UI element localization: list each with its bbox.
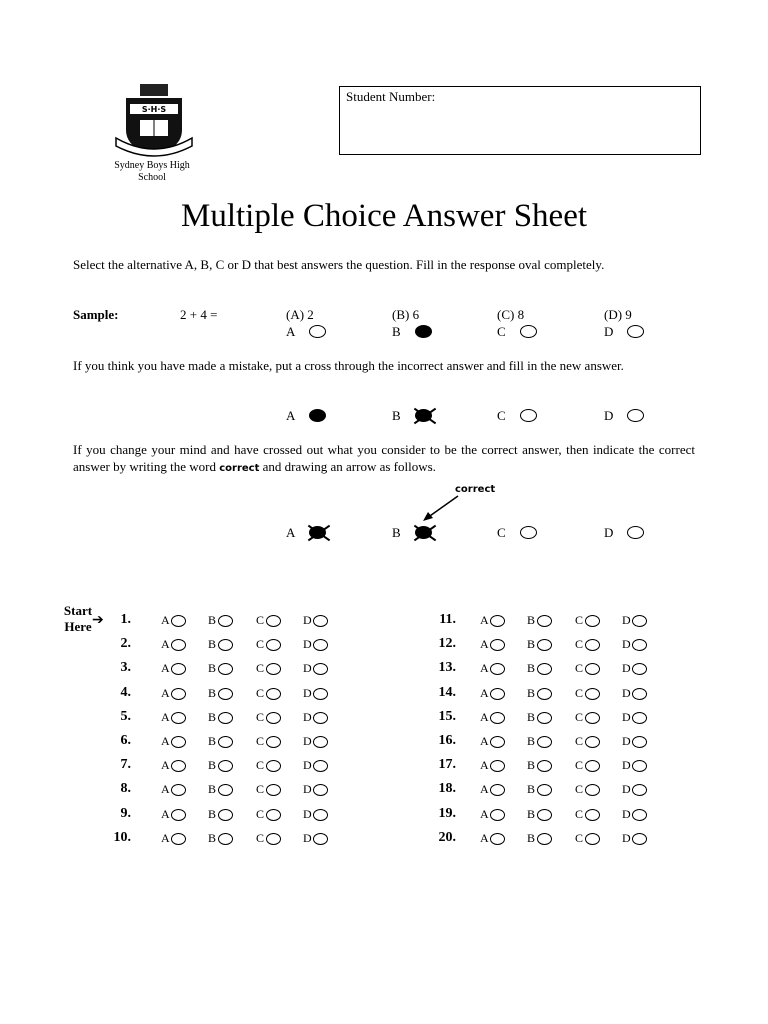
answer-option-oval[interactable] — [218, 809, 233, 821]
correct-option-letter: D — [604, 525, 614, 540]
answer-option-letter: A — [480, 758, 489, 772]
question-number: 5. — [120, 709, 131, 724]
question-number: 10. — [113, 830, 131, 845]
answer-option-oval[interactable] — [218, 784, 233, 796]
answer-option-letter: C — [575, 661, 584, 675]
answer-option-oval[interactable] — [313, 688, 328, 700]
answer-option-oval[interactable] — [632, 833, 647, 845]
answer-option-oval[interactable] — [632, 615, 647, 627]
correct-option-oval — [520, 526, 537, 539]
answer-option-oval[interactable] — [490, 809, 505, 821]
answer-option-oval[interactable] — [313, 833, 328, 845]
answer-option-oval[interactable] — [585, 615, 600, 627]
answer-option-oval[interactable] — [313, 736, 328, 748]
question-number: 7. — [120, 757, 131, 772]
answer-option-letter: C — [256, 637, 265, 651]
correct-arrow-icon — [418, 494, 468, 524]
answer-option-letter: C — [575, 782, 584, 796]
answer-option-letter: C — [575, 710, 584, 724]
question-number: 20. — [438, 830, 456, 845]
correct-option-oval — [627, 526, 644, 539]
sample-option-text: (C) 8 — [497, 307, 525, 322]
question-number: 14. — [438, 685, 456, 700]
answer-option-oval[interactable] — [266, 663, 281, 675]
answer-option-oval[interactable] — [171, 688, 186, 700]
answer-option-letter: B — [527, 782, 536, 796]
correct-option-letter: B — [392, 525, 401, 540]
answer-option-letter: A — [161, 782, 170, 796]
cross-mark-icon — [415, 409, 432, 422]
answer-option-oval[interactable] — [171, 639, 186, 651]
sample-option-letter: C — [497, 324, 506, 339]
sample-option-oval — [309, 325, 326, 338]
answer-option-letter: A — [161, 734, 170, 748]
cross-mark-icon — [309, 526, 326, 539]
answer-option-letter: D — [622, 758, 631, 772]
answer-option-letter: D — [622, 807, 631, 821]
question-number: 19. — [438, 806, 456, 821]
answer-option-oval[interactable] — [490, 639, 505, 651]
answer-option-oval[interactable] — [632, 663, 647, 675]
answer-option-letter: C — [256, 782, 265, 796]
answer-option-letter: D — [622, 686, 631, 700]
answer-option-oval[interactable] — [218, 688, 233, 700]
answer-option-oval[interactable] — [313, 712, 328, 724]
answer-option-oval[interactable] — [266, 760, 281, 772]
answer-option-oval[interactable] — [266, 833, 281, 845]
answer-option-oval[interactable] — [266, 736, 281, 748]
answer-option-oval[interactable] — [218, 736, 233, 748]
sample-option-oval — [520, 325, 537, 338]
change-instruction — [73, 441, 695, 477]
answer-option-oval[interactable] — [171, 615, 186, 627]
answer-option-letter: C — [575, 807, 584, 821]
page-title: Multiple Choice Answer Sheet — [180, 198, 588, 234]
answer-option-letter: D — [303, 686, 312, 700]
answer-option-letter: A — [161, 637, 170, 651]
answer-option-oval[interactable] — [313, 663, 328, 675]
sample-option-oval — [627, 325, 644, 338]
answer-option-oval[interactable] — [632, 736, 647, 748]
answer-option-letter: A — [161, 758, 170, 772]
answer-option-letter: B — [208, 613, 217, 627]
answer-option-oval[interactable] — [537, 663, 552, 675]
answer-option-letter: A — [480, 831, 489, 845]
answer-option-oval[interactable] — [585, 760, 600, 772]
answer-option-letter: C — [256, 661, 265, 675]
answer-option-oval[interactable] — [537, 784, 552, 796]
question-number: 18. — [438, 781, 456, 796]
answer-option-oval[interactable] — [490, 712, 505, 724]
answer-option-letter: B — [208, 710, 217, 724]
question-number: 8. — [120, 781, 131, 796]
answer-option-letter: D — [303, 613, 312, 627]
answer-option-oval[interactable] — [585, 663, 600, 675]
answer-option-oval[interactable] — [490, 736, 505, 748]
answer-option-letter: C — [256, 686, 265, 700]
answer-option-oval[interactable] — [266, 615, 281, 627]
answer-option-letter: B — [208, 686, 217, 700]
question-number: 11. — [439, 612, 456, 627]
answer-option-letter: D — [622, 710, 631, 724]
question-number: 6. — [120, 733, 131, 748]
answer-option-letter: A — [480, 782, 489, 796]
answer-option-letter: A — [480, 637, 489, 651]
answer-option-letter: A — [161, 613, 170, 627]
answer-option-letter: A — [480, 661, 489, 675]
select-instruction: Select the alternative A, B, C or D that best answers the question. Fill in the response oval completely. — [73, 257, 605, 272]
answer-option-letter: A — [161, 831, 170, 845]
answer-option-letter: D — [303, 831, 312, 845]
answer-option-letter: C — [256, 831, 265, 845]
answer-option-letter: D — [622, 661, 631, 675]
answer-option-letter: B — [527, 831, 536, 845]
answer-option-oval[interactable] — [266, 712, 281, 724]
answer-option-oval[interactable] — [632, 712, 647, 724]
mistake-option-oval — [627, 409, 644, 422]
answer-option-letter: A — [480, 734, 489, 748]
sample-option-letter: A — [286, 324, 296, 339]
answer-option-oval[interactable] — [313, 760, 328, 772]
answer-option-letter: D — [303, 807, 312, 821]
answer-option-letter: D — [303, 758, 312, 772]
sample-option-letter: D — [604, 324, 614, 339]
answer-option-oval[interactable] — [585, 712, 600, 724]
answer-option-oval[interactable] — [218, 663, 233, 675]
answer-option-oval[interactable] — [218, 712, 233, 724]
answer-option-letter: D — [303, 782, 312, 796]
sample-question: 2 + 4 = — [180, 307, 218, 322]
answer-option-letter: C — [575, 686, 584, 700]
answer-option-letter: C — [575, 613, 584, 627]
answer-option-letter: D — [622, 613, 631, 627]
question-number: 9. — [120, 806, 131, 821]
answer-option-oval[interactable] — [171, 663, 186, 675]
sample-option-text: (A) 2 — [286, 307, 314, 322]
answer-option-letter: C — [256, 758, 265, 772]
answer-option-letter: C — [256, 807, 265, 821]
answer-option-letter: B — [527, 613, 536, 627]
mistake-option-oval — [520, 409, 537, 422]
question-number: 1. — [120, 612, 131, 627]
answer-option-letter: C — [256, 710, 265, 724]
answer-option-letter: C — [575, 758, 584, 772]
answer-option-oval[interactable] — [313, 809, 328, 821]
answer-option-oval[interactable] — [490, 615, 505, 627]
answer-option-oval[interactable] — [218, 615, 233, 627]
answer-option-oval[interactable] — [171, 784, 186, 796]
answer-option-oval[interactable] — [537, 615, 552, 627]
answer-option-letter: B — [527, 758, 536, 772]
answer-option-letter: B — [208, 758, 217, 772]
answer-option-letter: A — [480, 686, 489, 700]
answer-option-oval[interactable] — [585, 833, 600, 845]
change-text-before: If you change your mind and have crossed out what you consider to be the correct answer, then indicate the correct answer by writing the word — [73, 442, 695, 474]
answer-option-letter: C — [575, 734, 584, 748]
answer-option-oval[interactable] — [537, 809, 552, 821]
answer-option-oval[interactable] — [266, 688, 281, 700]
answer-option-letter: C — [575, 831, 584, 845]
cross-mark-icon — [415, 526, 432, 539]
answer-option-letter: A — [161, 807, 170, 821]
question-number: 17. — [438, 757, 456, 772]
question-number: 2. — [120, 636, 131, 651]
sample-option-letter: B — [392, 324, 401, 339]
mistake-option-oval — [309, 409, 326, 422]
answer-option-oval[interactable] — [171, 712, 186, 724]
svg-text:S·H·S: S·H·S — [141, 105, 167, 114]
answer-option-letter: D — [303, 710, 312, 724]
answer-option-letter: C — [575, 637, 584, 651]
answer-option-oval[interactable] — [632, 784, 647, 796]
answer-option-letter: B — [208, 807, 217, 821]
mistake-option-letter: D — [604, 408, 614, 423]
question-number: 12. — [438, 636, 456, 651]
sample-label: Sample: — [73, 307, 119, 322]
answer-option-letter: A — [161, 661, 170, 675]
student-number-field[interactable] — [339, 86, 701, 155]
answer-option-oval[interactable] — [585, 688, 600, 700]
answer-option-oval[interactable] — [218, 760, 233, 772]
answer-option-oval[interactable] — [537, 833, 552, 845]
answer-option-letter: D — [303, 637, 312, 651]
answer-option-oval[interactable] — [313, 784, 328, 796]
mistake-option-letter: B — [392, 408, 401, 423]
answer-option-letter: B — [527, 661, 536, 675]
school-name: Sydney Boys High School — [114, 160, 190, 183]
answer-option-oval[interactable] — [171, 833, 186, 845]
answer-option-letter: B — [527, 637, 536, 651]
answer-option-letter: A — [161, 686, 170, 700]
mistake-instruction: If you think you have made a mistake, put a cross through the incorrect answer and fill in the new answer. — [73, 358, 624, 373]
answer-option-letter: D — [303, 661, 312, 675]
answer-option-oval[interactable] — [313, 615, 328, 627]
answer-option-letter: D — [622, 782, 631, 796]
answer-option-oval[interactable] — [171, 760, 186, 772]
answer-option-letter: B — [208, 782, 217, 796]
answer-option-letter: B — [527, 807, 536, 821]
correct-option-letter: A — [286, 525, 296, 540]
answer-option-oval[interactable] — [490, 688, 505, 700]
answer-option-oval[interactable] — [490, 663, 505, 675]
answer-option-oval[interactable] — [218, 639, 233, 651]
answer-option-letter: C — [256, 613, 265, 627]
answer-option-oval[interactable] — [632, 809, 647, 821]
start-here-word: Here — [64, 619, 92, 634]
answer-option-oval[interactable] — [537, 736, 552, 748]
answer-option-oval[interactable] — [537, 760, 552, 772]
mistake-option-letter: A — [286, 408, 296, 423]
answer-option-letter: A — [161, 710, 170, 724]
answer-option-oval[interactable] — [490, 760, 505, 772]
answer-option-letter: D — [303, 734, 312, 748]
answer-option-letter: B — [208, 637, 217, 651]
answer-option-letter: B — [208, 661, 217, 675]
answer-option-oval[interactable] — [585, 784, 600, 796]
start-arrow-icon: ➔ — [92, 613, 104, 628]
answer-option-letter: A — [480, 613, 489, 627]
question-number: 13. — [438, 660, 456, 675]
answer-option-letter: A — [480, 710, 489, 724]
answer-option-oval[interactable] — [537, 688, 552, 700]
correct-word: correct — [219, 463, 260, 474]
start-here-word: Start — [63, 603, 93, 618]
answer-option-oval[interactable] — [632, 639, 647, 651]
change-text-after: and drawing an arrow as follows. — [259, 459, 436, 474]
sample-option-text: (B) 6 — [392, 307, 420, 322]
answer-option-letter: B — [208, 831, 217, 845]
correct-option-letter: C — [497, 525, 506, 540]
answer-option-oval[interactable] — [585, 736, 600, 748]
answer-option-letter: B — [208, 734, 217, 748]
answer-option-letter: B — [527, 734, 536, 748]
mistake-option-letter: C — [497, 408, 506, 423]
question-number: 15. — [438, 709, 456, 724]
question-number: 3. — [120, 660, 131, 675]
answer-option-letter: D — [622, 831, 631, 845]
answer-option-oval[interactable] — [218, 833, 233, 845]
sample-option-text: (D) 9 — [604, 307, 632, 322]
answer-option-oval[interactable] — [171, 809, 186, 821]
school-crest-logo — [112, 82, 196, 162]
answer-option-letter: D — [622, 637, 631, 651]
answer-option-oval[interactable] — [632, 688, 647, 700]
answer-option-oval[interactable] — [585, 639, 600, 651]
answer-option-letter: B — [527, 710, 536, 724]
answer-option-oval[interactable] — [266, 784, 281, 796]
answer-option-letter: D — [622, 734, 631, 748]
answer-option-oval[interactable] — [537, 712, 552, 724]
answer-option-oval[interactable] — [490, 833, 505, 845]
answer-option-letter: B — [527, 686, 536, 700]
answer-option-oval[interactable] — [585, 809, 600, 821]
question-number: 4. — [120, 685, 131, 700]
answer-option-oval[interactable] — [313, 639, 328, 651]
answer-option-oval[interactable] — [171, 736, 186, 748]
answer-option-letter: A — [480, 807, 489, 821]
answer-option-oval[interactable] — [632, 760, 647, 772]
question-number: 16. — [438, 733, 456, 748]
answer-option-oval[interactable] — [490, 784, 505, 796]
answer-option-letter: C — [256, 734, 265, 748]
answer-option-oval[interactable] — [266, 809, 281, 821]
correct-annotation: correct — [455, 484, 496, 495]
sample-option-oval — [415, 325, 432, 338]
answer-option-oval[interactable] — [266, 639, 281, 651]
student-number-label: Student Number: — [346, 89, 436, 104]
answer-option-oval[interactable] — [537, 639, 552, 651]
